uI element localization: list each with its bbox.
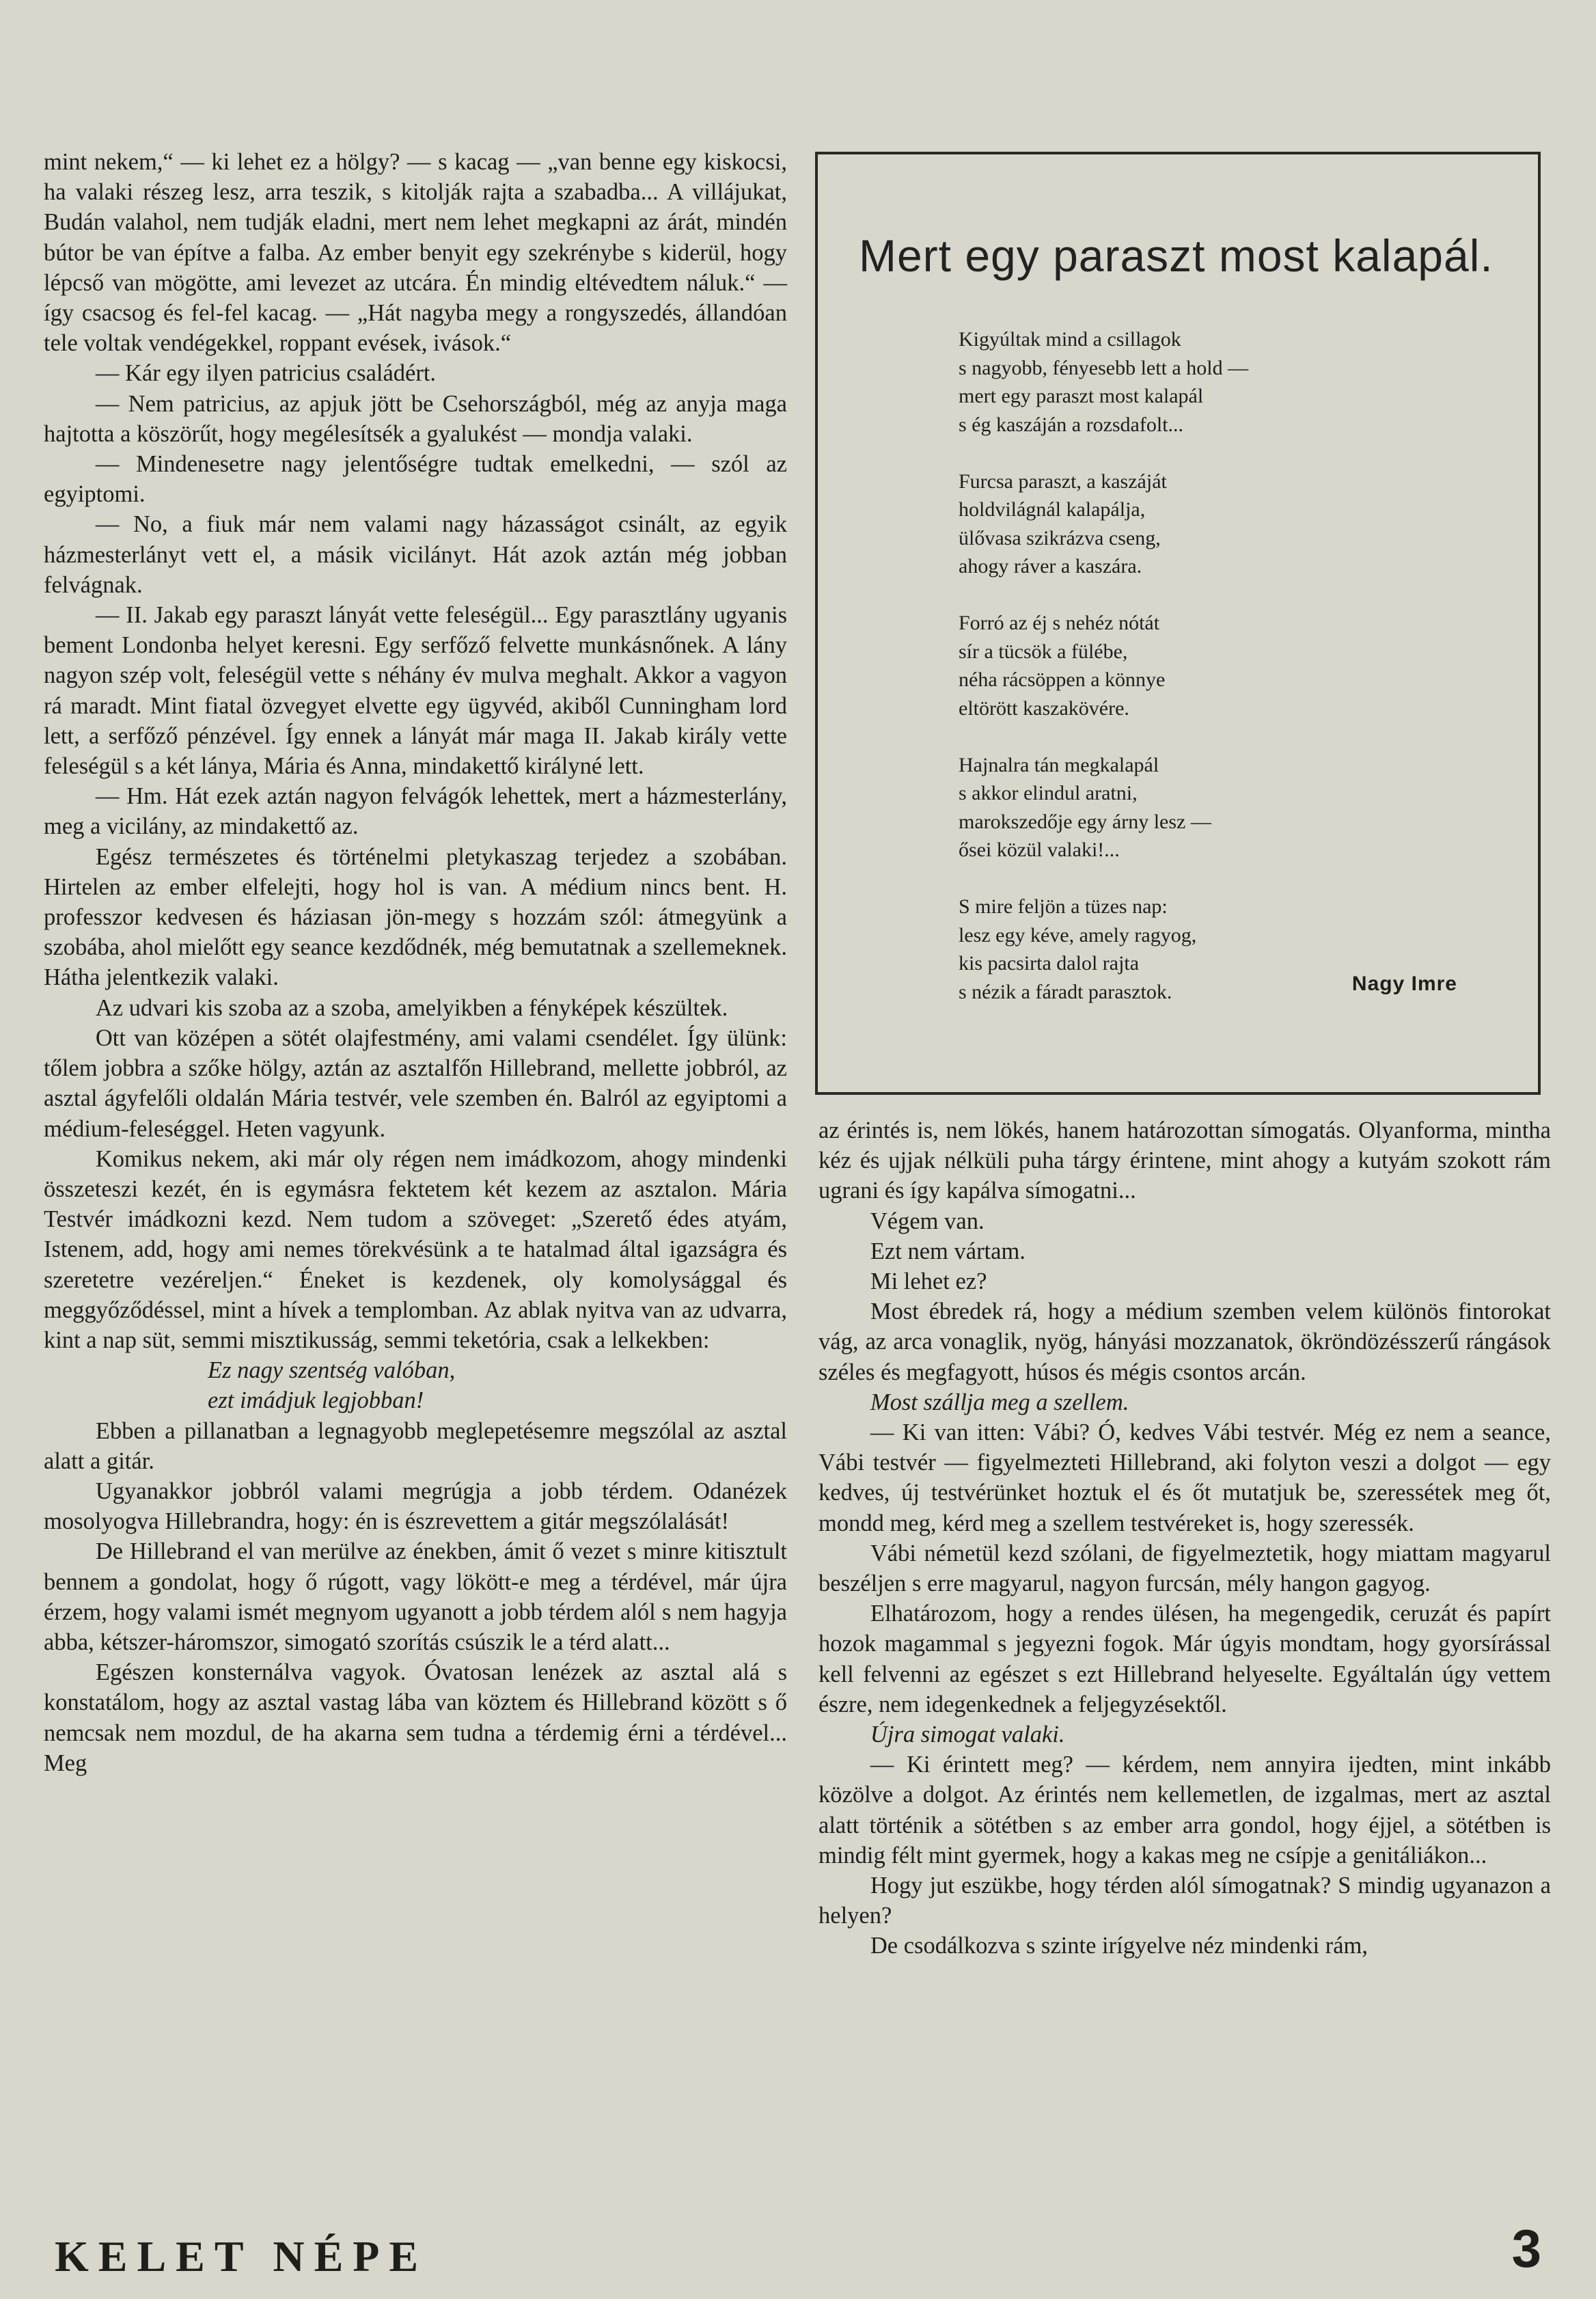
- poem-line: Forró az éj s nehéz nótát: [959, 612, 1160, 634]
- paragraph: Ebben a pillanatban a legnagyobb meglepetésemre megszólal az asztal alatt a gitár.: [44, 1417, 787, 1474]
- paragraph: — Nem patricius, az apjuk jött be Csehországból, még az anyja maga hajtotta a köszörűt, hogy megélesítsék a gyalukést — mondja valaki.: [44, 390, 787, 447]
- paragraph: Az udvari kis szoba az a szoba, amelyikben a fényképek készültek.: [95, 994, 728, 1021]
- poem-stanza: [959, 325, 1478, 439]
- paragraph: Most szállja meg a szellem.: [870, 1389, 1129, 1415]
- poem-line: s akkor elindul aratni,: [959, 782, 1138, 804]
- poem-stanza: [959, 751, 1478, 865]
- poem-line: eltörött kaszakövére.: [959, 696, 1129, 720]
- paragraph: Ezt nem vártam.: [870, 1238, 1026, 1264]
- poem-line: marokszedője egy árny lesz —: [959, 810, 1211, 833]
- paragraph: Mi lehet ez?: [870, 1268, 987, 1295]
- paragraph: — Ki van itten: Vábi? Ó, kedves Vábi testvér. Még ez nem a seance, Vábi testvér — figyelmezteti Hillebrand, aki folyton veszi a dolgot — egy kedves, új testvérünket hoztuk el és őt mutatjuk be, szeressétek meg őt, mondd meg, kérd meg a szellem testvéreket is, hogy szeressék.: [818, 1419, 1551, 1536]
- poem-line: kis pacsirta dalol rajta: [959, 952, 1140, 975]
- paragraph: Újra simogat valaki.: [870, 1722, 1065, 1748]
- paragraph: De csodálkozva s szinte irígyelve néz mindenki rám,: [870, 1933, 1368, 1959]
- paragraph: — Mindenesetre nagy jelentőségre tudtak emelkedni, — szól az egyiptomi.: [44, 451, 787, 508]
- poem-title: Mert egy paraszt most kalapál.: [859, 230, 1494, 281]
- paragraph: Végem van.: [870, 1208, 985, 1234]
- paragraph: Ugyanakkor jobbról valami megrúgja a jobb térdem. Odanézek mosolyogva Hillebrandra, hogy: én is észrevettem a gitár megszólalását!: [44, 1478, 787, 1535]
- poem-line: lesz egy kéve, amely ragyog,: [959, 923, 1197, 947]
- poem-line: s nagyobb, fényesebb lett a hold —: [959, 356, 1249, 379]
- poem-line: ősei közül valaki!...: [959, 839, 1120, 861]
- poem-line: néha rácsöppen a könnye: [959, 668, 1166, 691]
- paragraph: Ott van középen a sötét olajfestmény, ami valami csendélet. Így ülünk: tőlem jobbra a szőke hölgy, aztán az asztalfőn Hillebrand, mellette jobbról, az asztal ágyfelőli oldalán Mária testvér, vele szemben én. Balról az egyiptomi a médium-feleséggel. Heten vagyunk.: [44, 1024, 787, 1142]
- poem-stanza: [959, 609, 1478, 722]
- poem-line: Furcsa paraszt, a kaszáját: [959, 470, 1167, 493]
- paragraph: ezt imádjuk legjobban!: [208, 1387, 424, 1414]
- poem-line: ülővasa szikrázva cseng,: [959, 526, 1161, 549]
- left-article-column: [44, 147, 787, 1778]
- paragraph: Egészen konsternálva vagyok. Óvatosan lenézek az asztal alá s konstatálom, hogy az asztal vastag lába van köztem és Hillebrand között s ő nemcsak nem mozdul, de ha akarna sem tudna a térdemig érni a térdével... Meg: [44, 1659, 787, 1776]
- poem-line: Kigyúltak mind a csillagok: [959, 328, 1181, 351]
- poem-author: Nagy Imre: [1351, 972, 1457, 995]
- publication-title: KELET NÉPE: [55, 2232, 428, 2281]
- poem-line: s ég kaszáján a rozsdafolt...: [959, 413, 1184, 436]
- poem-line: S mire feljön a tüzes nap:: [959, 895, 1168, 918]
- paragraph: Elhatározom, hogy a rendes ülésen, ha megengedik, ceruzát és papírt hozok magammal s jegyezni fogok. Már úgyis mondtam, hogy gyorsírással kell felvenni az egészet s ezt Hillebrand helyeselte. Egyáltalán úgy vettem észre, nem idegenkednek a feljegyzésektől.: [818, 1601, 1551, 1717]
- paragraph: Egész természetes és történelmi pletykaszag terjedez a szobában. Hirtelen az ember elfelejti, hogy hol is van. A médium nincs bent. H. professzor kedvesen és háziasan jön-megy s hozzám szól: átmegyünk a szobába, ahol mielőtt egy seance kezdődnék, még bemutatnak a szellemeknek. Hátha jelentkezik valaki.: [44, 843, 787, 991]
- paragraph: Vábi németül kezd szólani, de figyelmeztetik, hogy miattam magyarul beszéljen s erre magyarul, nagyon furcsán, mély hangon gagyog.: [818, 1540, 1551, 1597]
- paragraph: — Hm. Hát ezek aztán nagyon felvágók lehettek, mert a házmesterlány, meg a vicilány, az mindakettő az.: [44, 783, 787, 840]
- poem-line: ahogy ráver a kaszára.: [959, 555, 1142, 577]
- right-article-column: [818, 1115, 1551, 1961]
- paragraph: az érintés is, nem lökés, hanem határozottan símogatás. Olyanforma, mintha kéz és ujjak nélküli puha tárgy érintene, mint ahogy a kutyám szokott rám ugrani és így kapálva símogatni...: [818, 1117, 1551, 1204]
- paragraph: Most ébredek rá, hogy a médium szemben velem különös fintorokat vág, az arca vonaglik, nyög, hányási mozzanatok, ökröndözésszerű rángások széles és megfagyott, húsos és mégis csontos arcán.: [818, 1298, 1551, 1385]
- poem-body: [959, 325, 1478, 1035]
- poem-line: sír a tücsök a fülébe,: [959, 640, 1128, 663]
- paragraph: Ez nagy szentség valóban,: [208, 1357, 456, 1384]
- poem-box: [815, 152, 1541, 1095]
- paragraph: — Ki érintett meg? — kérdem, nem annyira ijedten, mint inkább közölve a dolgot. Az érintés nem kellemetlen, de izgalmas, mert az asztal alatt történik a sötétben s az ember arra gondol, hogy éjjel, a sötétben is mindig félt mint gyermek, hogy a kakas meg ne csípje a genitáliákon...: [818, 1752, 1551, 1868]
- page-number: 3: [1511, 2218, 1541, 2278]
- paragraph: mint nekem,“ — ki lehet ez a hölgy? — s kacag — „van benne egy kiskocsi, ha valaki részeg lesz, arra teszik, s kitolják rajta a szabadba... A villájukat, Budán valahol, nem tudják eladni, mert nem lehet megkapni az árát, mindén bútor be van építve a falba. Az ember benyit egy szekrénybe s kiderül, hogy lépcső van mögötte, ami levezet az utcára. Én mindig eltévedtem náluk.“ — így csacsog és fel-fel kacag. — „Hát nagyba megy a rongyszedés, állandóan tele voltak vendégekkel, roppant evések, ivások.“: [44, 149, 787, 357]
- poem-line: mert egy paraszt most kalapál: [959, 385, 1204, 407]
- paragraph: Hogy jut eszükbe, hogy térden alól símogatnak? S mindig ugyanazon a helyen?: [818, 1873, 1551, 1929]
- paragraph: De Hillebrand el van merülve az énekben, ámit ő vezet s minre kitisztult bennem a gondolat, hogy ő rúgott, vagy lökött-e meg a térdével, már újra érzem, hogy valami ismét megnyom ugyanott a jobb térdem alól s nem hagyja abba, kétszer-háromszor, simogató szorítás csúszik le a térd alatt...: [44, 1538, 787, 1655]
- paragraph: — No, a fiuk már nem valami nagy házasságot csinált, az egyik házmesterlányt vett el, a másik vicilányt. Hát azok aztán még jobban felvágnak.: [44, 511, 787, 598]
- paragraph: — II. Jakab egy paraszt lányát vette feleségül... Egy parasztlány ugyanis bement Londonba helyet keresni. Egy serfőző felvette munkásnőnek. A lány nagyon szép volt, feleségül vette s néhány év mulva meghalt. Akkor a vagyon rá maradt. Mint fiatal özvegyet elvette egy ügyvéd, akiből Cunningham lord lett, a serfőző pénzével. Így ennek a lányát már maga II. Jakab király vette feleségül s a két lánya, Mária és Anna, mindakettő királyné lett.: [44, 602, 787, 780]
- poem-stanza: [959, 467, 1478, 581]
- poem-line: s nézik a fáradt parasztok.: [959, 980, 1172, 1003]
- paragraph: — Kár egy ilyen patricius családért.: [95, 360, 437, 387]
- paragraph: Komikus nekem, aki már oly régen nem imádkozom, ahogy mindenki összeteszi kezét, én is egymásra fektetem két kezem az asztalon. Mária Testvér imádkozni kezd. Nem tudom a szöveget: „Szerető édes atyám, Istenem, add, hogy ami nemes törekvésünk a te hatalmad által igazságra és szeretetre vezéreljen.“ Éneket is kezdenek, oly komolysággal és meggyőződéssel, mint a hívek a templomban. Az ablak nyitva van az udvarra, kint a nap süt, semmi misztikusság, semmi teketória, csak a lelkekben:: [44, 1145, 787, 1353]
- poem-line: Hajnalra tán megkalapál: [959, 753, 1159, 776]
- poem-line: holdvilágnál kalapálja,: [959, 498, 1146, 521]
